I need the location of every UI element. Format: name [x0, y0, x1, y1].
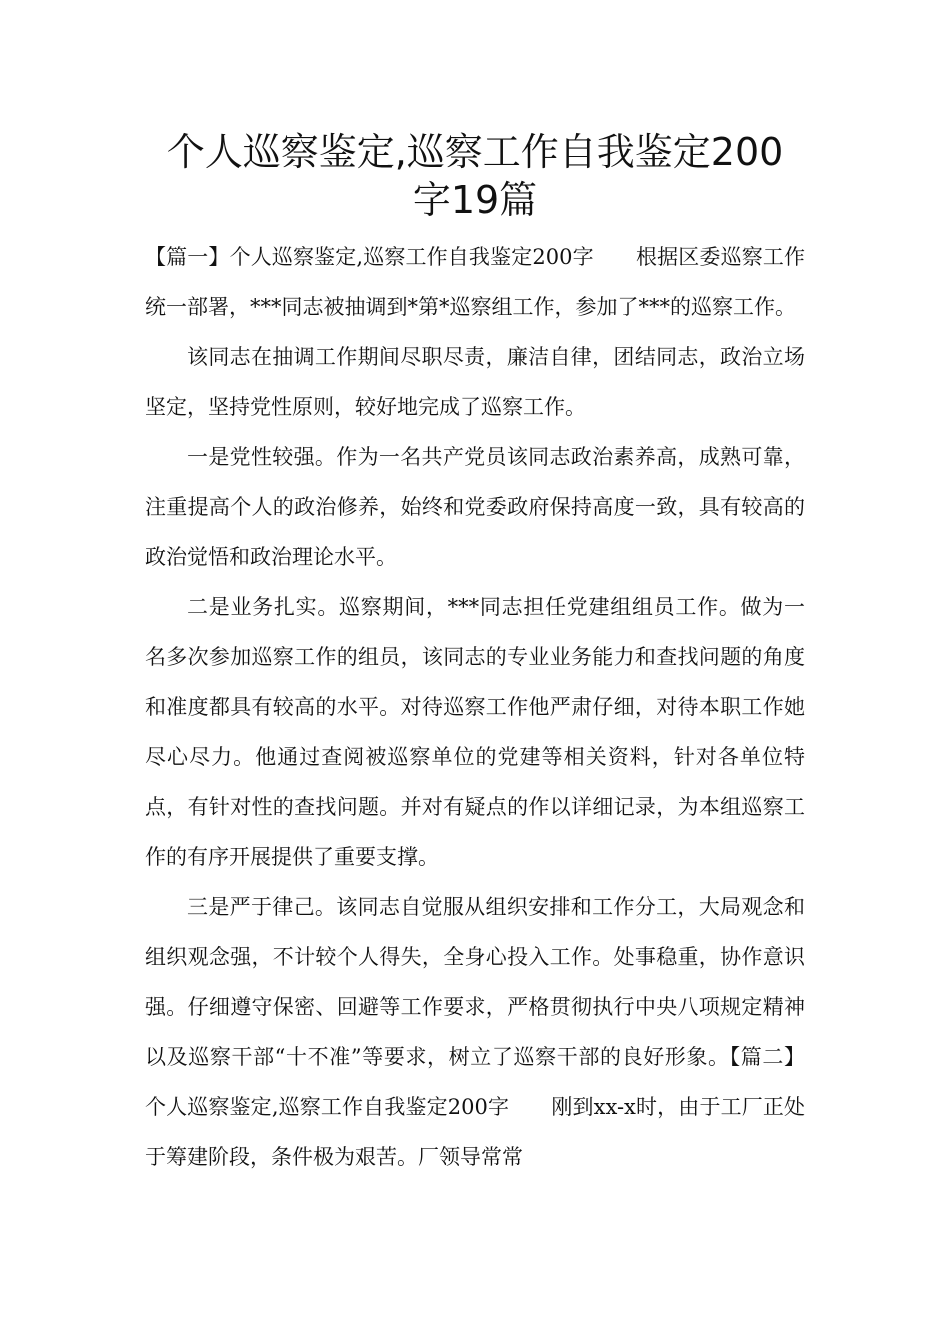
document-title: [145, 128, 805, 224]
paragraph-1: 【篇一】个人巡察鉴定,巡察工作自我鉴定200字 根据区委巡察工作统一部署，***同志被抽调到*第*巡察组工作，参加了***的巡察工作。: [145, 245, 805, 319]
document-title-line-1: 个人巡察鉴定,巡察工作自我鉴定200: [166, 130, 784, 174]
paragraph-2: 该同志在抽调工作期间尽职尽责，廉洁自律，团结同志，政治立场坚定，坚持党性原则，较好地完成了巡察工作。: [145, 345, 805, 419]
paragraph-3: 一是党性较强。作为一名共产党员该同志政治素养高，成熟可靠，注重提高个人的政治修养，始终和党委政府保持高度一致，具有较高的政治觉悟和政治理论水平。: [145, 445, 805, 569]
paragraph-4: 二是业务扎实。巡察期间，***同志担任党建组组员工作。做为一名多次参加巡察工作的组员，该同志的专业业务能力和查找问题的角度和准度都具有较高的水平。对待巡察工作他严肃仔细，对待本职工作她尽心尽力。他通过查阅被巡察单位的党建等相关资料，针对各单位特点，有针对性的查找问题。并对有疑点的作以详细记录，为本组巡察工作的有序开展提供了重要支撑。: [145, 595, 805, 869]
document-title-line-2: 字19篇: [412, 178, 538, 222]
document-body: [145, 232, 805, 1182]
paragraph-5: 三是严于律己。该同志自觉服从组织安排和工作分工，大局观念和组织观念强，不计较个人得失，全身心投入工作。处事稳重，协作意识强。仔细遵守保密、回避等工作要求，严格贯彻执行中央八项规定精神以及巡察干部“十不准”等要求，树立了巡察干部的良好形象。【篇二】个人巡察鉴定,巡察工作自我鉴定200字 刚到xx-x时，由于工厂正处于筹建阶段，条件极为艰苦。厂领导常常: [145, 895, 805, 1169]
document-page: [145, 128, 805, 1182]
